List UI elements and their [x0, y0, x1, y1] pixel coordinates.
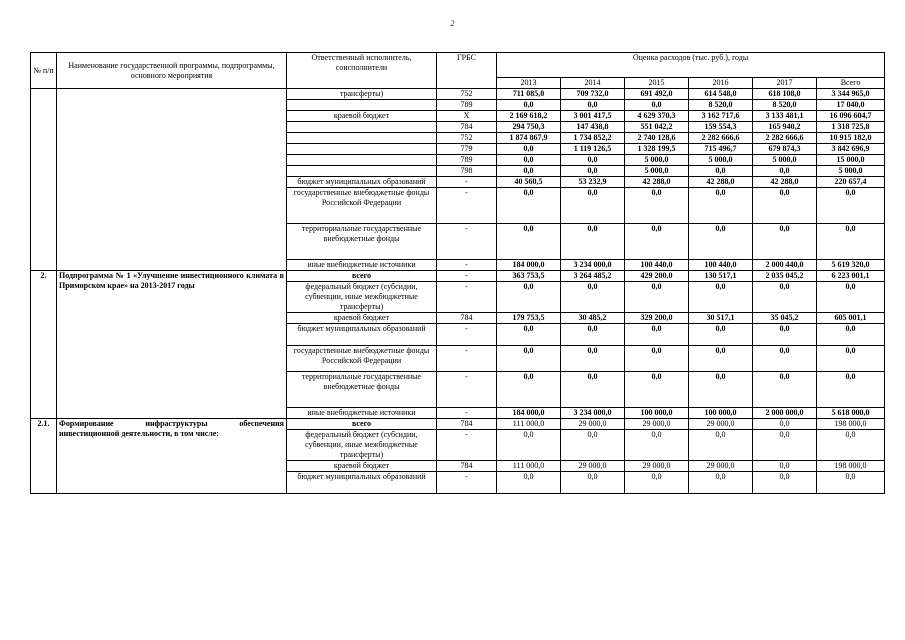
amount-cell: 3 234 000,0 [561, 260, 625, 271]
grbs-cell: 789 [437, 100, 497, 111]
table-row [31, 271, 885, 282]
amount-cell: 363 753,5 [497, 271, 561, 282]
total-cell: 5 619 320,0 [817, 260, 885, 271]
amount-cell: 0,0 [561, 472, 625, 494]
amount-cell: 8 520,0 [753, 100, 817, 111]
amount-cell: 0,0 [753, 166, 817, 177]
header-name: Наименование государственной программы, подпрограммы, основного мероприятия [57, 53, 287, 89]
amount-cell: 2 282 666,6 [689, 133, 753, 144]
amount-cell: 1 874 867,9 [497, 133, 561, 144]
grbs-cell: X [437, 111, 497, 122]
grbs-cell: 798 [437, 166, 497, 177]
grbs-cell: - [437, 472, 497, 494]
total-cell: 220 657,4 [817, 177, 885, 188]
amount-cell: 0,0 [753, 346, 817, 372]
amount-cell: 100 000,0 [689, 408, 753, 419]
amount-cell: 1 119 126,5 [561, 144, 625, 155]
grbs-cell: 784 [437, 313, 497, 324]
total-cell: 3 842 696,9 [817, 144, 885, 155]
row-number: 2. [31, 271, 57, 419]
grbs-cell: - [437, 271, 497, 282]
amount-cell: 111 000,0 [497, 461, 561, 472]
amount-cell: 0,0 [753, 188, 817, 224]
grbs-cell: - [437, 408, 497, 419]
amount-cell: 0,0 [561, 324, 625, 346]
amount-cell: 35 045,2 [753, 313, 817, 324]
amount-cell: 147 438,8 [561, 122, 625, 133]
total-cell: 198 000,0 [817, 419, 885, 430]
header-year-total: Всего [817, 78, 885, 89]
amount-cell: 130 517,1 [689, 271, 753, 282]
amount-cell: 0,0 [689, 472, 753, 494]
amount-cell: 0,0 [753, 430, 817, 461]
amount-cell: 2 035 045,2 [753, 271, 817, 282]
amount-cell: 111 000,0 [497, 419, 561, 430]
amount-cell: 179 753,5 [497, 313, 561, 324]
grbs-cell: 789 [437, 155, 497, 166]
header-year: 2017 [753, 78, 817, 89]
total-cell: 6 223 001,1 [817, 271, 885, 282]
grbs-cell: - [437, 430, 497, 461]
total-cell: 605 001,1 [817, 313, 885, 324]
amount-cell: 0,0 [753, 472, 817, 494]
amount-cell: 5 000,0 [753, 155, 817, 166]
table-row [31, 89, 885, 100]
row-number: 2.1. [31, 419, 57, 494]
executor-cell [287, 166, 437, 177]
amount-cell: 0,0 [497, 282, 561, 313]
amount-cell: 29 000,0 [625, 461, 689, 472]
grbs-cell: - [437, 188, 497, 224]
page-number: 2 [450, 19, 455, 28]
total-cell: 0,0 [817, 224, 885, 260]
header-num: № п/п [31, 53, 57, 89]
executor-cell: краевой бюджет [287, 111, 437, 122]
amount-cell: 0,0 [689, 372, 753, 408]
amount-cell: 0,0 [625, 372, 689, 408]
amount-cell: 0,0 [497, 144, 561, 155]
executor-cell: бюджет муниципальных образований [287, 324, 437, 346]
grbs-cell: - [437, 346, 497, 372]
budget-table [30, 52, 885, 494]
amount-cell: 5 000,0 [625, 155, 689, 166]
total-cell: 15 000,0 [817, 155, 885, 166]
executor-cell: территориальные государственные внебюджетные фонды [287, 372, 437, 408]
amount-cell: 715 496,7 [689, 144, 753, 155]
amount-cell: 1 328 199,5 [625, 144, 689, 155]
amount-cell: 29 000,0 [689, 419, 753, 430]
amount-cell: 29 000,0 [561, 419, 625, 430]
amount-cell: 0,0 [689, 188, 753, 224]
header-costs: Оценка расходов (тыс. руб.), годы [497, 53, 885, 78]
total-cell: 17 040,0 [817, 100, 885, 111]
amount-cell: 8 520,0 [689, 100, 753, 111]
table-row [31, 419, 885, 430]
amount-cell: 184 000,0 [497, 408, 561, 419]
total-cell: 16 096 604,7 [817, 111, 885, 122]
amount-cell: 0,0 [561, 224, 625, 260]
amount-cell: 0,0 [561, 372, 625, 408]
amount-cell: 29 000,0 [689, 461, 753, 472]
amount-cell: 159 554,3 [689, 122, 753, 133]
grbs-cell: 779 [437, 144, 497, 155]
executor-cell [287, 100, 437, 111]
amount-cell: 0,0 [689, 282, 753, 313]
amount-cell: 3 001 417,5 [561, 111, 625, 122]
amount-cell: 184 000,0 [497, 260, 561, 271]
grbs-cell: - [437, 177, 497, 188]
amount-cell: 0,0 [689, 324, 753, 346]
amount-cell: 0,0 [497, 324, 561, 346]
amount-cell: 0,0 [561, 282, 625, 313]
grbs-cell: 752 [437, 89, 497, 100]
amount-cell: 42 288,0 [689, 177, 753, 188]
program-name: Формирование инфраструктуры обеспечения инвестиционной деятельности, в том числе: [57, 419, 287, 494]
executor-cell: бюджет муниципальных образований [287, 472, 437, 494]
amount-cell: 691 492,0 [625, 89, 689, 100]
amount-cell: 0,0 [497, 372, 561, 408]
amount-cell: 0,0 [497, 472, 561, 494]
total-cell: 3 344 965,0 [817, 89, 885, 100]
amount-cell: 0,0 [625, 346, 689, 372]
amount-cell: 1 734 852,2 [561, 133, 625, 144]
grbs-cell: 784 [437, 122, 497, 133]
amount-cell: 709 732,0 [561, 89, 625, 100]
executor-cell: федеральный бюджет (субсидии, субвенции, иные межбюджетные трансферты) [287, 282, 437, 313]
amount-cell: 29 000,0 [625, 419, 689, 430]
total-cell: 10 915 182,0 [817, 133, 885, 144]
amount-cell: 3 264 485,2 [561, 271, 625, 282]
amount-cell: 100 000,0 [625, 408, 689, 419]
executor-cell: иные внебюджетные источники [287, 408, 437, 419]
amount-cell: 3 162 717,6 [689, 111, 753, 122]
executor-cell: государственные внебюджетные фонды Российской Федерации [287, 346, 437, 372]
amount-cell: 100 440,0 [625, 260, 689, 271]
total-cell: 1 318 725,8 [817, 122, 885, 133]
grbs-cell: - [437, 282, 497, 313]
amount-cell: 0,0 [753, 282, 817, 313]
program-name [57, 89, 287, 271]
amount-cell: 0,0 [753, 224, 817, 260]
executor-cell: трансферты) [287, 89, 437, 100]
amount-cell: 0,0 [497, 100, 561, 111]
amount-cell: 30 517,1 [689, 313, 753, 324]
amount-cell: 3 234 000,0 [561, 408, 625, 419]
amount-cell: 679 874,3 [753, 144, 817, 155]
amount-cell: 0,0 [497, 166, 561, 177]
total-cell: 0,0 [817, 346, 885, 372]
grbs-cell: 784 [437, 419, 497, 430]
amount-cell: 5 000,0 [689, 155, 753, 166]
amount-cell: 0,0 [625, 282, 689, 313]
amount-cell: 0,0 [497, 155, 561, 166]
grbs-cell: - [437, 260, 497, 271]
amount-cell: 0,0 [753, 324, 817, 346]
grbs-cell: - [437, 372, 497, 408]
executor-cell: краевой бюджет [287, 461, 437, 472]
amount-cell: 0,0 [561, 100, 625, 111]
amount-cell: 0,0 [625, 100, 689, 111]
executor-cell: федеральный бюджет (субсидии, субвенции, иные межбюджетные трансферты) [287, 430, 437, 461]
header-year: 2015 [625, 78, 689, 89]
amount-cell: 42 288,0 [753, 177, 817, 188]
amount-cell: 2 000 000,0 [753, 408, 817, 419]
amount-cell: 0,0 [561, 430, 625, 461]
amount-cell: 0,0 [753, 372, 817, 408]
total-cell: 0,0 [817, 372, 885, 408]
executor-cell: всего [287, 419, 437, 430]
executor-cell: краевой бюджет [287, 313, 437, 324]
header-year: 2014 [561, 78, 625, 89]
amount-cell: 551 042,2 [625, 122, 689, 133]
amount-cell: 0,0 [753, 461, 817, 472]
table-body [31, 89, 885, 494]
amount-cell: 0,0 [753, 419, 817, 430]
grbs-cell: 752 [437, 133, 497, 144]
executor-cell: государственные внебюджетные фонды Российской Федерации [287, 188, 437, 224]
amount-cell: 0,0 [497, 346, 561, 372]
amount-cell: 0,0 [561, 155, 625, 166]
header-grbs: ГРБС [437, 53, 497, 89]
amount-cell: 53 232,9 [561, 177, 625, 188]
total-cell: 5 618 000,0 [817, 408, 885, 419]
header-year: 2016 [689, 78, 753, 89]
amount-cell: 0,0 [625, 188, 689, 224]
executor-cell: территориальные государственные внебюджетные фонды [287, 224, 437, 260]
amount-cell: 0,0 [625, 472, 689, 494]
program-name: Подпрограмма № 1 «Улучшение инвестиционного климата в Приморском крае» на 2013-2017 годы [57, 271, 287, 419]
amount-cell: 294 750,3 [497, 122, 561, 133]
total-cell: 198 000,0 [817, 461, 885, 472]
amount-cell: 0,0 [561, 166, 625, 177]
total-cell: 5 000,0 [817, 166, 885, 177]
amount-cell: 5 000,0 [625, 166, 689, 177]
executor-cell: бюджет муниципальных образований [287, 177, 437, 188]
table-header [31, 53, 885, 89]
total-cell: 0,0 [817, 188, 885, 224]
amount-cell: 2 169 618,2 [497, 111, 561, 122]
amount-cell: 0,0 [689, 166, 753, 177]
amount-cell: 0,0 [689, 346, 753, 372]
amount-cell: 0,0 [625, 430, 689, 461]
header-year: 2013 [497, 78, 561, 89]
amount-cell: 329 200,0 [625, 313, 689, 324]
amount-cell: 618 108,0 [753, 89, 817, 100]
executor-cell [287, 122, 437, 133]
executor-cell: всего [287, 271, 437, 282]
total-cell: 0,0 [817, 282, 885, 313]
amount-cell: 0,0 [561, 346, 625, 372]
executor-cell [287, 133, 437, 144]
executor-cell: иные внебюджетные источники [287, 260, 437, 271]
amount-cell: 42 288,0 [625, 177, 689, 188]
amount-cell: 2 000 440,0 [753, 260, 817, 271]
amount-cell: 2 282 666,6 [753, 133, 817, 144]
amount-cell: 100 440,0 [689, 260, 753, 271]
amount-cell: 0,0 [497, 188, 561, 224]
total-cell: 0,0 [817, 472, 885, 494]
total-cell: 0,0 [817, 324, 885, 346]
amount-cell: 0,0 [625, 224, 689, 260]
amount-cell: 2 740 128,6 [625, 133, 689, 144]
total-cell: 0,0 [817, 430, 885, 461]
amount-cell: 165 940,2 [753, 122, 817, 133]
amount-cell: 29 000,0 [561, 461, 625, 472]
amount-cell: 0,0 [689, 224, 753, 260]
grbs-cell: 784 [437, 461, 497, 472]
amount-cell: 30 485,2 [561, 313, 625, 324]
amount-cell: 3 133 481,1 [753, 111, 817, 122]
amount-cell: 0,0 [625, 324, 689, 346]
amount-cell: 0,0 [497, 430, 561, 461]
amount-cell: 0,0 [561, 188, 625, 224]
amount-cell: 4 629 370,3 [625, 111, 689, 122]
executor-cell [287, 144, 437, 155]
grbs-cell: - [437, 224, 497, 260]
row-number [31, 89, 57, 271]
header-executor: Ответственный исполнитель, соисполнители [287, 53, 437, 89]
amount-cell: 429 200,0 [625, 271, 689, 282]
amount-cell: 614 548,0 [689, 89, 753, 100]
amount-cell: 0,0 [497, 224, 561, 260]
amount-cell: 711 085,0 [497, 89, 561, 100]
amount-cell: 40 560,5 [497, 177, 561, 188]
amount-cell: 0,0 [689, 430, 753, 461]
executor-cell [287, 155, 437, 166]
grbs-cell: - [437, 324, 497, 346]
